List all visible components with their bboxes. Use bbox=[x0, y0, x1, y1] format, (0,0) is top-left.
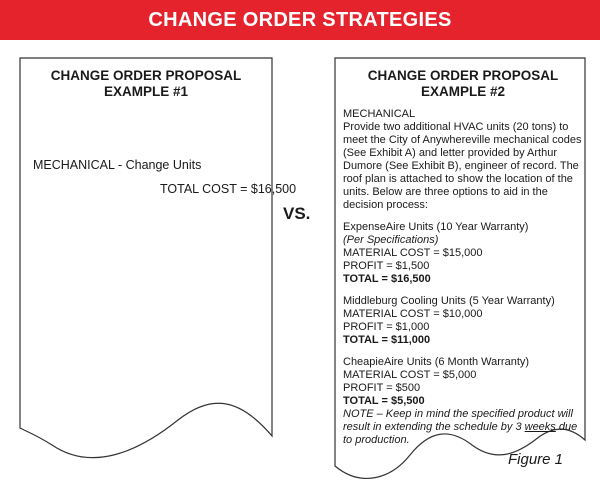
footnote-underlined: weeks bbox=[524, 421, 556, 433]
option-3-total: TOTAL = $5,500 bbox=[343, 395, 425, 407]
option-3 bbox=[343, 356, 583, 408]
example2-description: Provide two additional HVAC units (20 tons) to meet the City of Anywhereville mechanical codes (See Exhibit A) and letter provided by Arthur Dumore (See Exhibit B), engineer of record. The roof plan is attached to show the location of the units. Below are three options to aid in the decision process: bbox=[343, 121, 582, 211]
example2-body bbox=[343, 108, 583, 447]
example1-title: CHANGE ORDER PROPOSAL EXAMPLE #1 bbox=[50, 68, 242, 99]
example2-title: CHANGE ORDER PROPOSAL EXAMPLE #2 bbox=[367, 68, 559, 99]
option-3-material: MATERIAL COST = $5,000 bbox=[343, 369, 477, 381]
option-2-name: Middleburg Cooling Units (5 Year Warranty) bbox=[343, 295, 555, 307]
example1-document bbox=[22, 64, 270, 100]
banner-title: CHANGE ORDER STRATEGIES bbox=[148, 8, 452, 31]
vs-label: VS. bbox=[283, 204, 311, 223]
option-1 bbox=[343, 221, 583, 286]
example1-page-outline bbox=[20, 58, 272, 458]
example1-total: TOTAL COST = $16,500 bbox=[160, 182, 297, 196]
option-1-total: TOTAL = $16,500 bbox=[343, 273, 431, 285]
option-2-profit: PROFIT = $1,000 bbox=[343, 321, 430, 333]
example2-document bbox=[343, 64, 583, 447]
figure-label: Figure 1 bbox=[508, 451, 564, 468]
option-2 bbox=[343, 295, 583, 347]
option-1-material: MATERIAL COST = $15,000 bbox=[343, 247, 483, 259]
option-3-name: CheapieAire Units (6 Month Warranty) bbox=[343, 356, 530, 368]
option-3-profit: PROFIT = $500 bbox=[343, 382, 421, 394]
example1-item: MECHANICAL - Change Units bbox=[33, 158, 202, 172]
option-1-name: ExpenseAire Units (10 Year Warranty) bbox=[343, 221, 529, 233]
footnote-tail: due to production. bbox=[343, 421, 578, 446]
footnote-main: NOTE – Keep in mind the specified product will result in extending the schedule by 3 bbox=[343, 408, 573, 433]
example2-heading: MECHANICAL bbox=[343, 108, 416, 120]
option-2-material: MATERIAL COST = $10,000 bbox=[343, 308, 483, 320]
example2-footnote bbox=[343, 408, 583, 447]
option-1-profit: PROFIT = $1,500 bbox=[343, 260, 430, 272]
option-1-note: (Per Specifications) bbox=[343, 234, 439, 246]
option-2-total: TOTAL = $11,000 bbox=[343, 334, 431, 346]
